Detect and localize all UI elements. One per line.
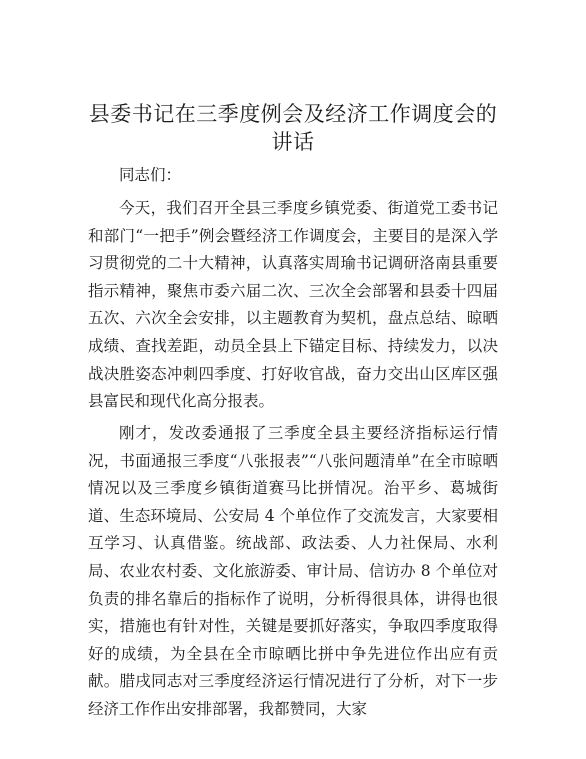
paragraph-2: 刚才，发改委通报了三季度全县主要经济指标运行情况，书面通报三季度“八张报表”“八张问题清单”在全市晾晒情况以及三季度乡镇街道赛马比拼情况。治平乡、葛城街道、生态环境局、公安局 4 个单位作了交流发言，大家要相互学习、认真借鉴。统战部、政法委、人力社保局、水利局、农业农村委、文化旅游委、审计局、信访办 8 个单位对负责的排名靠后的指标作了说明，分析得很具体，讲得也很实，措施也有针对性，关键是要抓好落实，争取四季度取得好的成绩，为全县在全市晾晒比拼中争先进位作出应有贡献。腊戌同志对三季度经济运行情况进行了分析，对下一步经济工作作出安排部署，我都赞同，大家 — [88, 424, 498, 718]
document-title: 县委书记在三季度例会及经济工作调度会的讲话 — [88, 102, 498, 154]
greeting-line: 同志们： — [119, 166, 182, 184]
paragraph-1: 今天，我们召开全县三季度乡镇党委、街道党工委书记和部门“一把手”例会暨经济工作调度会，主要目的是深入学习贯彻党的二十大精神，认真落实周瑜书记调研洛南县重要指示精神，聚焦市委六届二次、三次全会部署和县委十四届五次、六次全会安排，以主题教育为契机，盘点总结、晾晒成绩、查找差距，动员全县上下锚定目标、持续发力，以决战决胜姿态冲刺四季度、打好收官战，奋力交出山区库区强县富民和现代化高分报表。 — [88, 199, 498, 411]
